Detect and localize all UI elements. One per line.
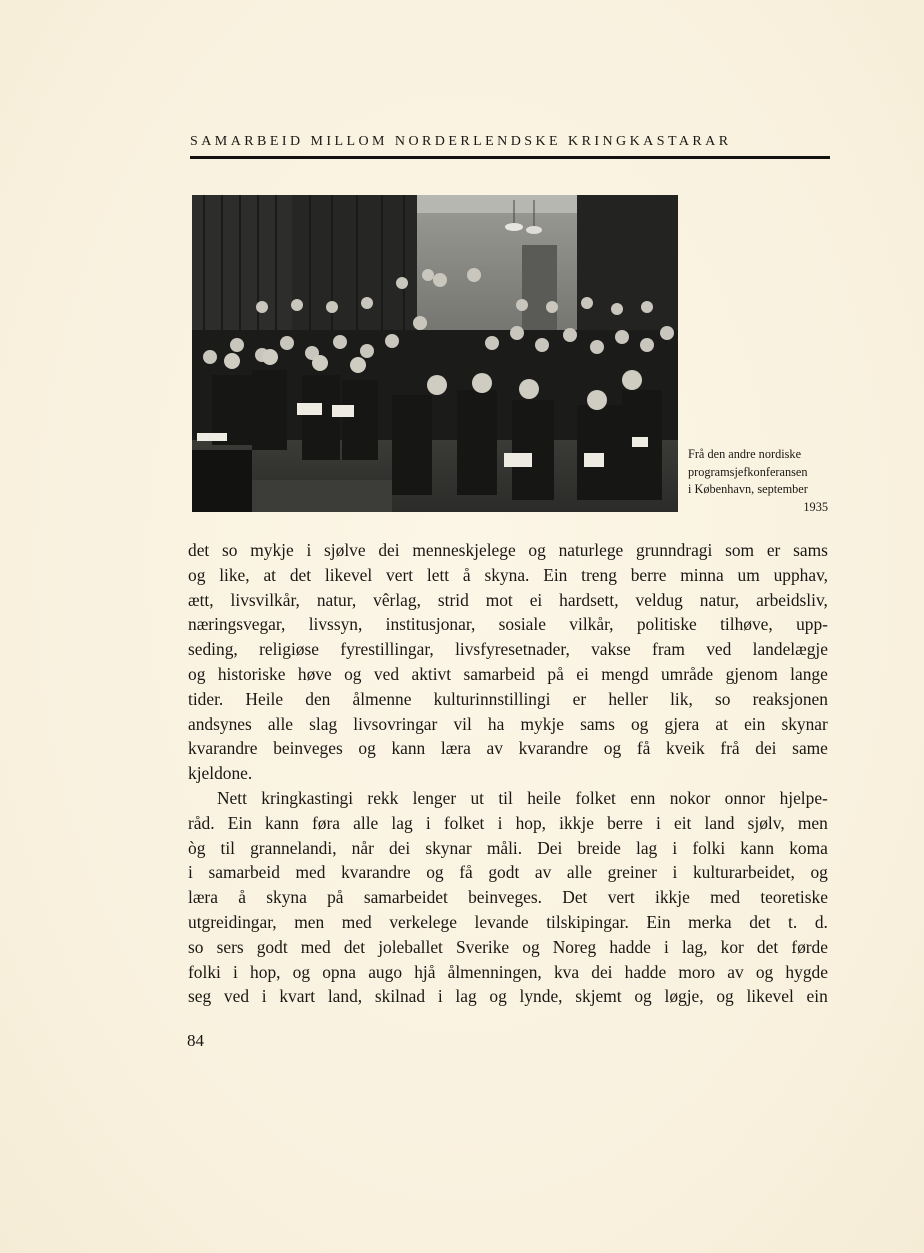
text-line: andsynes alle slag livsovringar vil ha mykje sams og gjera at ein skynar xyxy=(188,713,828,734)
text-line: tider. Heile den ålmenne kulturinnstillingi er heller lik, so reaksjonen xyxy=(188,688,828,709)
photo-caption xyxy=(688,446,828,516)
text-line: so sers godt med det joleballet Sverike og Noreg hadde i lag, kor det førde xyxy=(188,936,828,957)
header-rule xyxy=(190,156,830,159)
text-line: næringsvegar, livssyn, institusjonar, sosiale vilkår, politiske tilhøve, upp- xyxy=(188,614,828,635)
caption-line: 1935 xyxy=(803,499,828,514)
text-line: Nett kringkastingi rekk lenger ut til heile folket enn nokor onnor hjelpe- xyxy=(217,787,828,808)
text-line: og historiske høve og ved aktivt samarbeid på ei mengd umråde gjenom lange xyxy=(188,663,828,684)
body-text xyxy=(188,538,828,1009)
text-line: ætt, livsvilkår, natur, vêrlag, strid mot ei hardsett, veldug natur, arbeidsliv, xyxy=(188,589,828,610)
text-line: seg ved i kvart land, skilnad i lag og lynde, skjemt og løgje, og likevel ein xyxy=(188,986,828,1007)
text-line: folki i hop, og opna augo hjå ålmenningen, kva dei hadde moro av og hygde xyxy=(188,961,828,982)
text-line: kvarandre beinveges og kann læra av kvarandre og få kveik frå dei same xyxy=(188,738,828,759)
text-line: læra å skyna på samarbeidet beinveges. Det vert ikkje med teoretiske xyxy=(188,887,828,908)
text-line: kjeldone. xyxy=(188,763,253,784)
caption-line: Frå den andre nordiske xyxy=(688,447,802,461)
text-line: og like, at det likevel vert lett å skyna. Ein treng berre minna um upphav, xyxy=(188,564,828,585)
caption-line: i København, september xyxy=(688,482,808,496)
running-head: SAMARBEID MILLOM NORDERLENDSKE KRINGKASTARAR xyxy=(190,134,732,149)
text-line: i samarbeid med kvarandre og få godt av alle greiner i kulturarbeidet, og xyxy=(188,862,828,883)
text-line: seding, religiøse fyrestillingar, livsfyresetnader, vakse fram ved landelægje xyxy=(188,639,828,660)
text-line: òg til grannelandi, når dei skynar måli. Dei breide lag i folki kann koma xyxy=(188,837,828,858)
conference-photo xyxy=(192,195,678,512)
text-line: råd. Ein kann føra alle lag i folket i hop, ikkje berre i eit land sjølv, men xyxy=(188,812,828,833)
text-line: det so mykje i sjølve dei menneskjelege og naturlege grunndragi som er sams xyxy=(188,540,828,560)
page-number: 84 xyxy=(187,1031,204,1050)
caption-line: programsjefkonferansen xyxy=(688,464,808,479)
text-line: utgreidingar, men med verkelege levande tilskipingar. Ein merka det t. d. xyxy=(188,911,828,932)
